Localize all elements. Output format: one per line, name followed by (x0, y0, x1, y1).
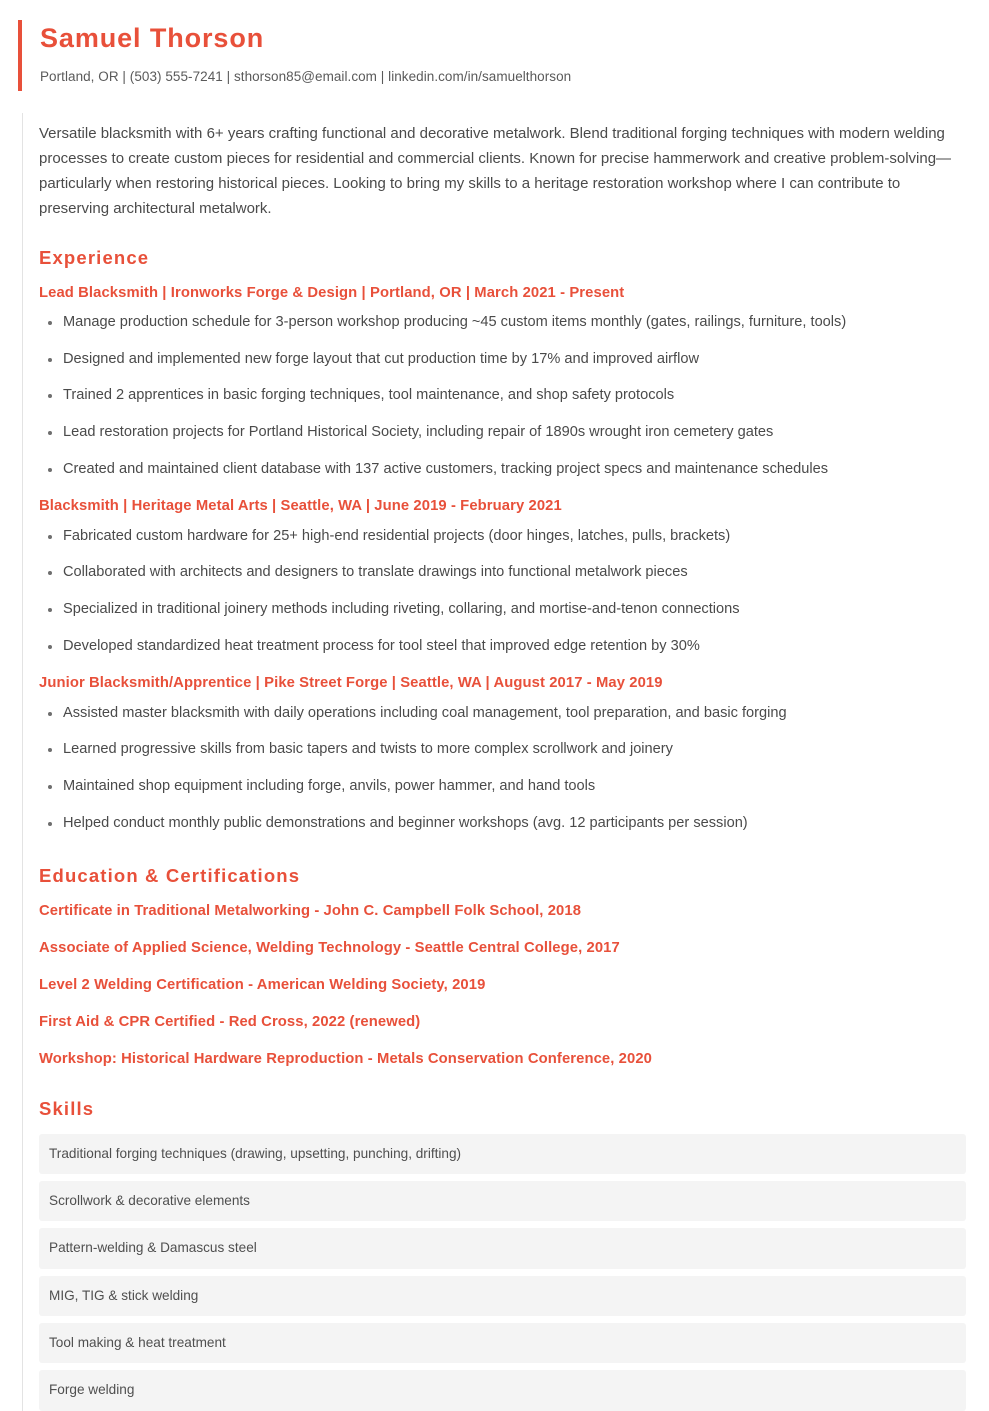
list-item: Pattern-welding & Damascus steel (39, 1228, 966, 1268)
list-item: MIG, TIG & stick welding (39, 1276, 966, 1316)
skills-section (22, 1084, 989, 1411)
list-item: Certificate in Traditional Metalworking - John C. Campbell Folk School, 2018 (39, 902, 582, 919)
experience-job (39, 674, 989, 833)
list-item: Assisted master blacksmith with daily operations including coal management, tool preparation, and basic forging (39, 704, 989, 724)
job-bullets (39, 313, 989, 479)
list-item: Scrollwork & decorative elements (39, 1181, 966, 1221)
experience-job (39, 497, 989, 656)
list-item: Tool making & heat treatment (39, 1323, 966, 1363)
list-item: Manage production schedule for 3-person workshop producing ~45 custom items monthly (gates, railings, furniture, tools) (39, 313, 989, 333)
resume-page (0, 20, 989, 1411)
list-item: First Aid & CPR Certified - Red Cross, 2022 (renewed) (39, 1014, 421, 1031)
list-item: Collaborated with architects and designers to translate drawings into functional metalwork pieces (39, 563, 989, 583)
list-item: Helped conduct monthly public demonstrations and beginner workshops (avg. 12 participants per session) (39, 814, 989, 834)
list-item: Trained 2 apprentices in basic forging techniques, tool maintenance, and shop safety protocols (39, 386, 989, 406)
contact-line: Portland, OR | (503) 555-7241 | sthorson85@email.com | linkedin.com/in/samuelthorson (40, 68, 572, 84)
skills-list (39, 1134, 966, 1411)
skills-heading: Skills (39, 1097, 95, 1119)
resume-header (18, 20, 989, 91)
education-list (39, 902, 989, 1070)
list-item: Lead restoration projects for Portland Historical Society, including repair of 1890s wrought iron cemetery gates (39, 423, 989, 443)
summary-section (22, 113, 989, 233)
experience-heading: Experience (39, 247, 150, 269)
list-item: Designed and implemented new forge layout that cut production time by 17% and improved airflow (39, 350, 989, 370)
summary-text: Versatile blacksmith with 6+ years crafting functional and decorative metalwork. Blend traditional forging techniques with modern welding processes to create custom pieces for residential and commercial clients. Known for precise hammerwork and creative problem-solving—particularly when restoring historical pieces. Looking to bring my skills to a heritage restoration workshop where I can contribute to preserving architectural metalwork. (39, 125, 952, 218)
job-title: Junior Blacksmith/Apprentice | Pike Street Forge | Seattle, WA | August 2017 - May 2019 (39, 675, 663, 692)
list-item: Forge welding (39, 1370, 966, 1410)
list-item: Developed standardized heat treatment process for tool steel that improved edge retention by 30% (39, 637, 989, 657)
list-item: Learned progressive skills from basic tapers and twists to more complex scrollwork and joinery (39, 740, 989, 760)
list-item: Specialized in traditional joinery methods including riveting, collaring, and mortise-and-tenon connections (39, 600, 989, 620)
list-item: Maintained shop equipment including forge, anvils, power hammer, and hand tools (39, 777, 989, 797)
list-item: Associate of Applied Science, Welding Technology - Seattle Central College, 2017 (39, 939, 620, 956)
education-heading: Education & Certifications (39, 865, 301, 887)
job-bullets (39, 704, 989, 834)
experience-section (22, 233, 989, 851)
experience-job (39, 284, 989, 480)
list-item: Workshop: Historical Hardware Reproduction - Metals Conservation Conference, 2020 (39, 1051, 652, 1068)
list-item: Created and maintained client database with 137 active customers, tracking project specs and maintenance schedules (39, 460, 989, 480)
page-title: Samuel Thorson (40, 23, 265, 53)
list-item: Fabricated custom hardware for 25+ high-end residential projects (door hinges, latches, pulls, brackets) (39, 527, 989, 547)
list-item: Traditional forging techniques (drawing, upsetting, punching, drifting) (39, 1134, 966, 1174)
list-item: Level 2 Welding Certification - American Welding Society, 2019 (39, 976, 486, 993)
education-section (22, 851, 989, 1083)
job-title: Lead Blacksmith | Ironworks Forge & Design | Portland, OR | March 2021 - Present (39, 284, 625, 301)
job-bullets (39, 527, 989, 657)
job-title: Blacksmith | Heritage Metal Arts | Seattle, WA | June 2019 - February 2021 (39, 498, 562, 515)
